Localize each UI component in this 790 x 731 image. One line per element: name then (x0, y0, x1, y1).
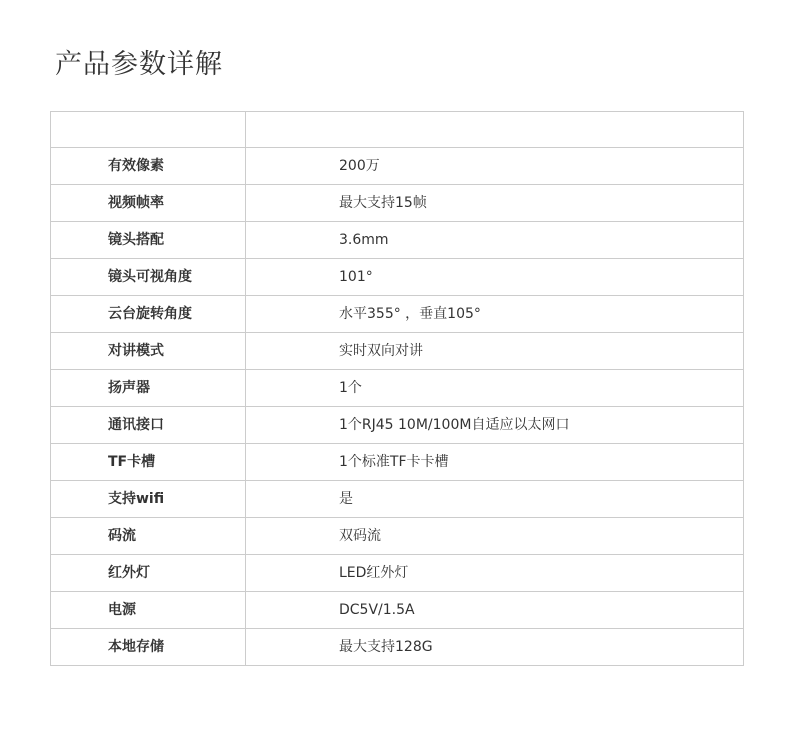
table-row (51, 185, 744, 222)
spec-label: 视频帧率 (51, 185, 246, 222)
table-header-row (51, 112, 744, 148)
spec-label: 支持wifi (51, 481, 246, 518)
spec-value: 1个RJ45 10M/100M自适应以太网口 (246, 407, 744, 444)
table-row (51, 481, 744, 518)
spec-value: DC5V/1.5A (246, 592, 744, 629)
spec-label: 镜头搭配 (51, 222, 246, 259)
table-row (51, 370, 744, 407)
spec-label: 码流 (51, 518, 246, 555)
spec-label: 红外灯 (51, 555, 246, 592)
spec-value: 水平355° ，垂直105° (246, 296, 744, 333)
table-row (51, 629, 744, 666)
spec-value: 是 (246, 481, 744, 518)
table-row (51, 259, 744, 296)
spec-value: 1个标准TF卡卡槽 (246, 444, 744, 481)
spec-value: 双码流 (246, 518, 744, 555)
table-row (51, 407, 744, 444)
spec-value: 实时双向对讲 (246, 333, 744, 370)
spec-label: 本地存储 (51, 629, 246, 666)
table-row (51, 222, 744, 259)
spec-value: 200万 (246, 148, 744, 185)
spec-label: 扬声器 (51, 370, 246, 407)
table-row (51, 592, 744, 629)
spec-value: LED红外灯 (246, 555, 744, 592)
table-row (51, 333, 744, 370)
spec-label: TF卡槽 (51, 444, 246, 481)
spec-label: 云台旋转角度 (51, 296, 246, 333)
spec-label: 通讯接口 (51, 407, 246, 444)
spec-label: 对讲模式 (51, 333, 246, 370)
table-row (51, 518, 744, 555)
spec-value: 1个 (246, 370, 744, 407)
spec-table (50, 111, 744, 666)
table-row (51, 444, 744, 481)
page-title: 产品参数详解 (55, 49, 223, 80)
spec-table-body (51, 112, 744, 666)
header-cell-value (246, 112, 744, 148)
spec-label: 镜头可视角度 (51, 259, 246, 296)
spec-value: 最大支持15帧 (246, 185, 744, 222)
table-row (51, 296, 744, 333)
spec-value: 3.6mm (246, 222, 744, 259)
header-cell-label (51, 112, 246, 148)
table-row (51, 555, 744, 592)
spec-label: 电源 (51, 592, 246, 629)
spec-value: 最大支持128G (246, 629, 744, 666)
spec-value: 101° (246, 259, 744, 296)
table-row (51, 148, 744, 185)
spec-label: 有效像素 (51, 148, 246, 185)
